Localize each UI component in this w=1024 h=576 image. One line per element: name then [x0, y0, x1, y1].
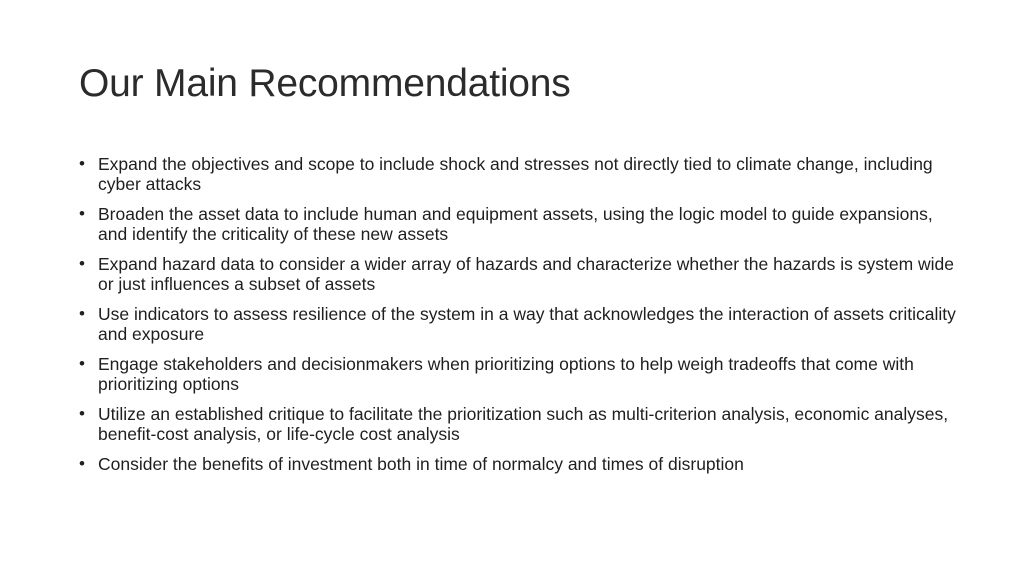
bullet-item: [79, 154, 959, 194]
bullet-text: Consider the benefits of investment both in time of normalcy and times of disruption: [98, 454, 744, 474]
bullet-item: [79, 204, 959, 244]
bullet-text: Utilize an established critique to facilitate the prioritization such as multi-criterion analysis, economic analyses, benefit-cost analysis, or life-cycle cost analysis: [98, 404, 949, 444]
bullet-icon: •: [79, 204, 85, 223]
bullet-item: [79, 304, 959, 344]
bullet-text: Engage stakeholders and decisionmakers when prioritizing options to help weigh tradeoffs that come with prioritizing options: [98, 354, 914, 394]
bullet-icon: •: [79, 254, 85, 273]
bullet-list: [79, 154, 959, 484]
bullet-item: [79, 404, 959, 444]
bullet-icon: •: [79, 354, 85, 373]
bullet-text: Use indicators to assess resilience of the system in a way that acknowledges the interaction of assets criticality and exposure: [98, 304, 956, 344]
bullet-text: Expand the objectives and scope to include shock and stresses not directly tied to climate change, including cyber attacks: [98, 154, 933, 194]
slide-title: Our Main Recommendations: [79, 62, 571, 105]
bullet-text: Broaden the asset data to include human and equipment assets, using the logic model to guide expansions, and identify the criticality of these new assets: [98, 204, 933, 244]
bullet-item: [79, 454, 959, 474]
bullet-text: Expand hazard data to consider a wider array of hazards and characterize whether the hazards is system wide or just influences a subset of assets: [98, 254, 955, 294]
bullet-icon: •: [79, 454, 85, 473]
bullet-item: [79, 354, 959, 394]
bullet-icon: •: [79, 404, 85, 423]
bullet-icon: •: [79, 154, 85, 173]
bullet-item: [79, 254, 959, 294]
bullet-icon: •: [79, 304, 85, 323]
